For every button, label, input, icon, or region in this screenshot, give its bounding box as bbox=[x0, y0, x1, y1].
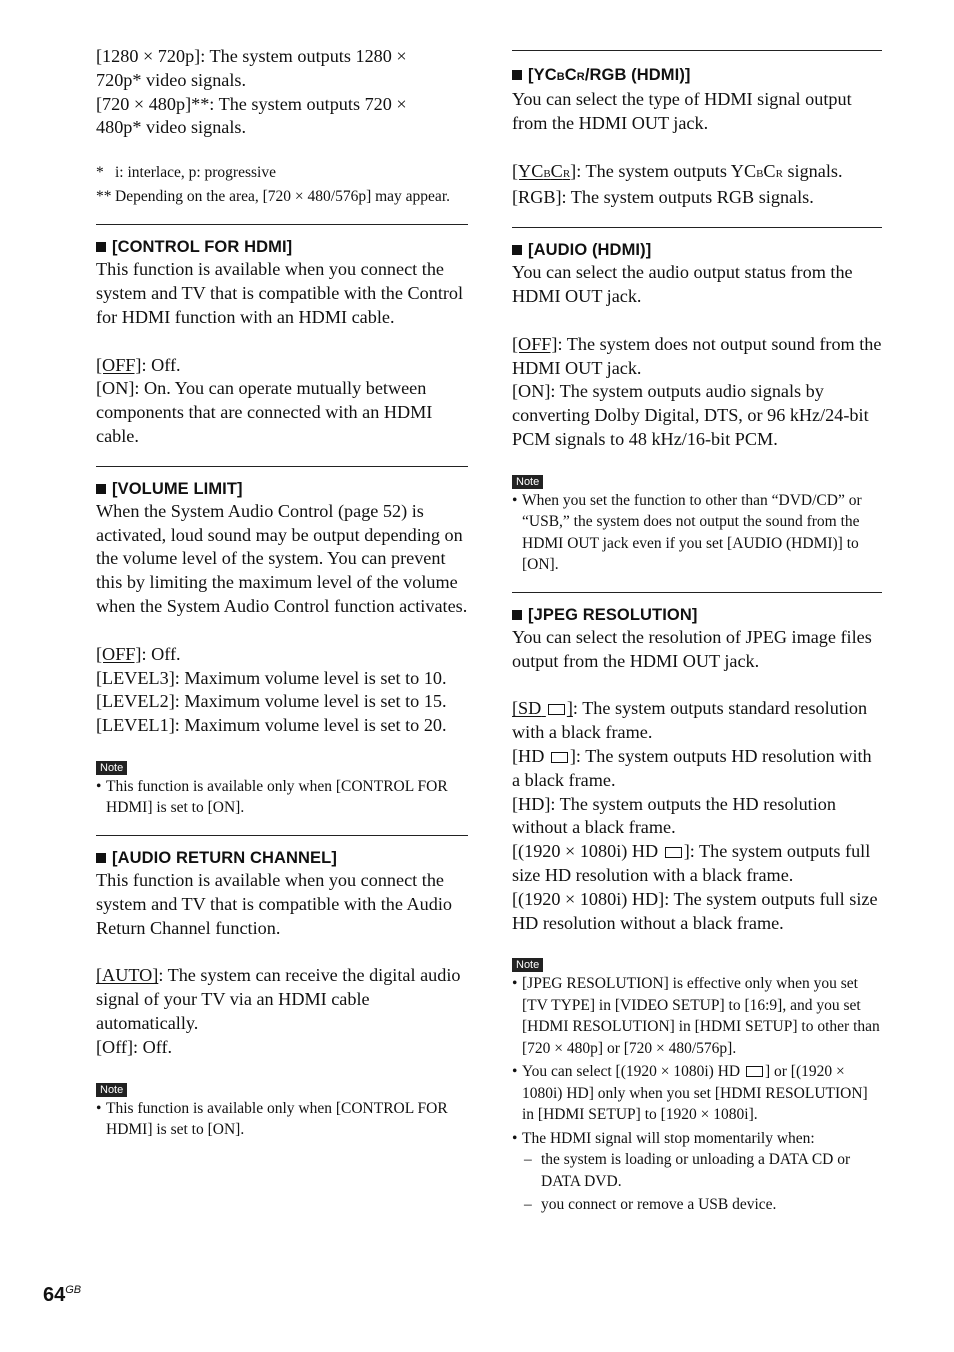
option-level2: [LEVEL2]: Maximum volume level is set to 15. bbox=[96, 691, 447, 712]
note-subitem: – the system is loading or unloading a DATA CD or DATA DVD. bbox=[512, 1149, 882, 1192]
footnote-mark: * bbox=[96, 164, 104, 182]
option-off: [Off]: Off. bbox=[96, 1036, 173, 1057]
note-badge: Note bbox=[96, 761, 127, 775]
square-bullet-icon bbox=[512, 70, 522, 80]
footnote-mark: ** bbox=[96, 187, 112, 205]
section-heading: [AUDIO (HDMI)] bbox=[512, 239, 882, 261]
note-badge: Note bbox=[512, 475, 543, 489]
note-item: • This function is available only when [CONTROL FOR HDMI] is set to [ON]. bbox=[96, 776, 468, 819]
region-code: GB bbox=[65, 1284, 82, 1296]
section-body: You can select the audio output status from the HDMI OUT jack. bbox=[512, 262, 853, 306]
square-bullet-icon bbox=[96, 853, 106, 863]
frame-icon bbox=[551, 752, 568, 763]
option-ycbcr: [YCBCR]: The system outputs YCBCR signals. bbox=[512, 160, 843, 181]
note-badge: Note bbox=[96, 1083, 127, 1097]
option-on: [ON]: The system outputs audio signals by converting Dolby Digital, DTS, or 96 kHz/24-bit PCM signals to 48 kHz/16-bit PCM. bbox=[512, 381, 869, 449]
frame-icon bbox=[548, 704, 565, 715]
section-body: This function is available when you connect the system and TV that is compatible with the Control for HDMI function with an HDMI cable. bbox=[96, 259, 464, 327]
right-column bbox=[512, 0, 882, 1216]
option-hd: [HD]: The system outputs the HD resolution without a black frame. bbox=[512, 793, 836, 838]
option-off: [OFF]: Off. bbox=[96, 354, 181, 375]
footnote: * i: interlace, p: progressive bbox=[96, 162, 468, 184]
section-heading: [YCBCR/RGB (HDMI)] bbox=[512, 64, 882, 88]
section-body: You can select the resolution of JPEG image files output from the HDMI OUT jack. bbox=[512, 626, 872, 671]
note-subitem: – you connect or remove a USB device. bbox=[512, 1194, 882, 1216]
note-item: • You can select [(1920 × 1080i) HD ] or [(1920 × 1080i) HD] only when you set [HDMI RESOLUTION] in [HDMI SETUP] to [1920 × 1080i]. bbox=[512, 1061, 882, 1126]
option-hd-frame: [HD ]: The system outputs HD resolution with a black frame. bbox=[512, 745, 872, 790]
option-off: [OFF]: Off. bbox=[96, 643, 181, 664]
note-item: • The HDMI signal will stop momentarily when: bbox=[512, 1128, 882, 1150]
note-item: • [JPEG RESOLUTION] is effective only when you set [TV TYPE] in [VIDEO SETUP] to [16:9], and you set [HDMI RESOLUTION] in [HDMI SETUP] to other than [720 × 480p] or [720 × 480/576p]. bbox=[512, 973, 882, 1059]
note-badge: Note bbox=[512, 958, 543, 972]
square-bullet-icon bbox=[512, 245, 522, 255]
footnote: ** Depending on the area, [720 × 480/576p] may appear. bbox=[96, 186, 468, 208]
square-bullet-icon bbox=[96, 484, 106, 494]
option-on: [ON]: On. You can operate mutually between components that are connected with an HDMI cable. bbox=[96, 378, 433, 446]
option-auto: [AUTO]: The system can receive the digital audio signal of your TV via an HDMI cable automatically. bbox=[96, 965, 461, 1033]
option-full-frame: [(1920 × 1080i) HD ]: The system outputs full size HD resolution with a black frame. bbox=[512, 841, 871, 885]
option-sd-frame: [SD ]: The system outputs standard resolution with a black frame. bbox=[512, 698, 868, 743]
section-heading: [VOLUME LIMIT] bbox=[96, 478, 468, 500]
section-body: This function is available when you connect the system and TV that is compatible with the Audio Return Channel function. bbox=[96, 869, 452, 938]
section-body: You can select the type of HDMI signal output from the HDMI OUT jack. bbox=[512, 89, 852, 133]
option-off: [OFF]: The system does not output sound from the HDMI OUT jack. bbox=[512, 333, 882, 378]
option-level1: [LEVEL1]: Maximum volume level is set to 20. bbox=[96, 715, 447, 736]
note-item: • This function is available only when [CONTROL FOR HDMI] is set to [ON]. bbox=[96, 1098, 468, 1141]
intro-line: [1280 × 720p]: The system outputs 1280 × bbox=[96, 46, 407, 66]
square-bullet-icon bbox=[96, 242, 106, 252]
option-full: [(1920 × 1080i) HD]: The system outputs full size HD resolution without a black frame. bbox=[512, 888, 878, 933]
page-number: $64^{GB}$ bbox=[43, 1284, 82, 1306]
frame-icon bbox=[665, 847, 682, 858]
intro-line: 480p* video signals. bbox=[96, 117, 247, 138]
section-heading: [AUDIO RETURN CHANNEL] bbox=[96, 847, 468, 869]
section-heading: [JPEG RESOLUTION] bbox=[512, 604, 882, 626]
section-heading: [CONTROL FOR HDMI] bbox=[96, 236, 468, 258]
intro-line: 720p* video signals. bbox=[96, 69, 247, 90]
frame-icon bbox=[746, 1066, 763, 1077]
section-body: When the System Audio Control (page 52) is activated, loud sound may be output depending on the volume level of the system. You can prevent this by limiting the maximum level of the volume when the System Audio Control function activates. bbox=[96, 500, 468, 616]
intro-line: [720 × 480p]**: The system outputs 720 × bbox=[96, 93, 407, 114]
option-level3: [LEVEL3]: Maximum volume level is set to 10. bbox=[96, 667, 447, 688]
option-rgb: [RGB]: The system outputs RGB signals. bbox=[512, 187, 814, 208]
left-column bbox=[96, 0, 468, 1141]
note-item: • When you set the function to other than “DVD/CD” or “USB,” the system does not output the sound from the HDMI OUT jack even if you set [AUDIO (HDMI)] to [ON]. bbox=[512, 490, 882, 576]
square-bullet-icon bbox=[512, 610, 522, 620]
